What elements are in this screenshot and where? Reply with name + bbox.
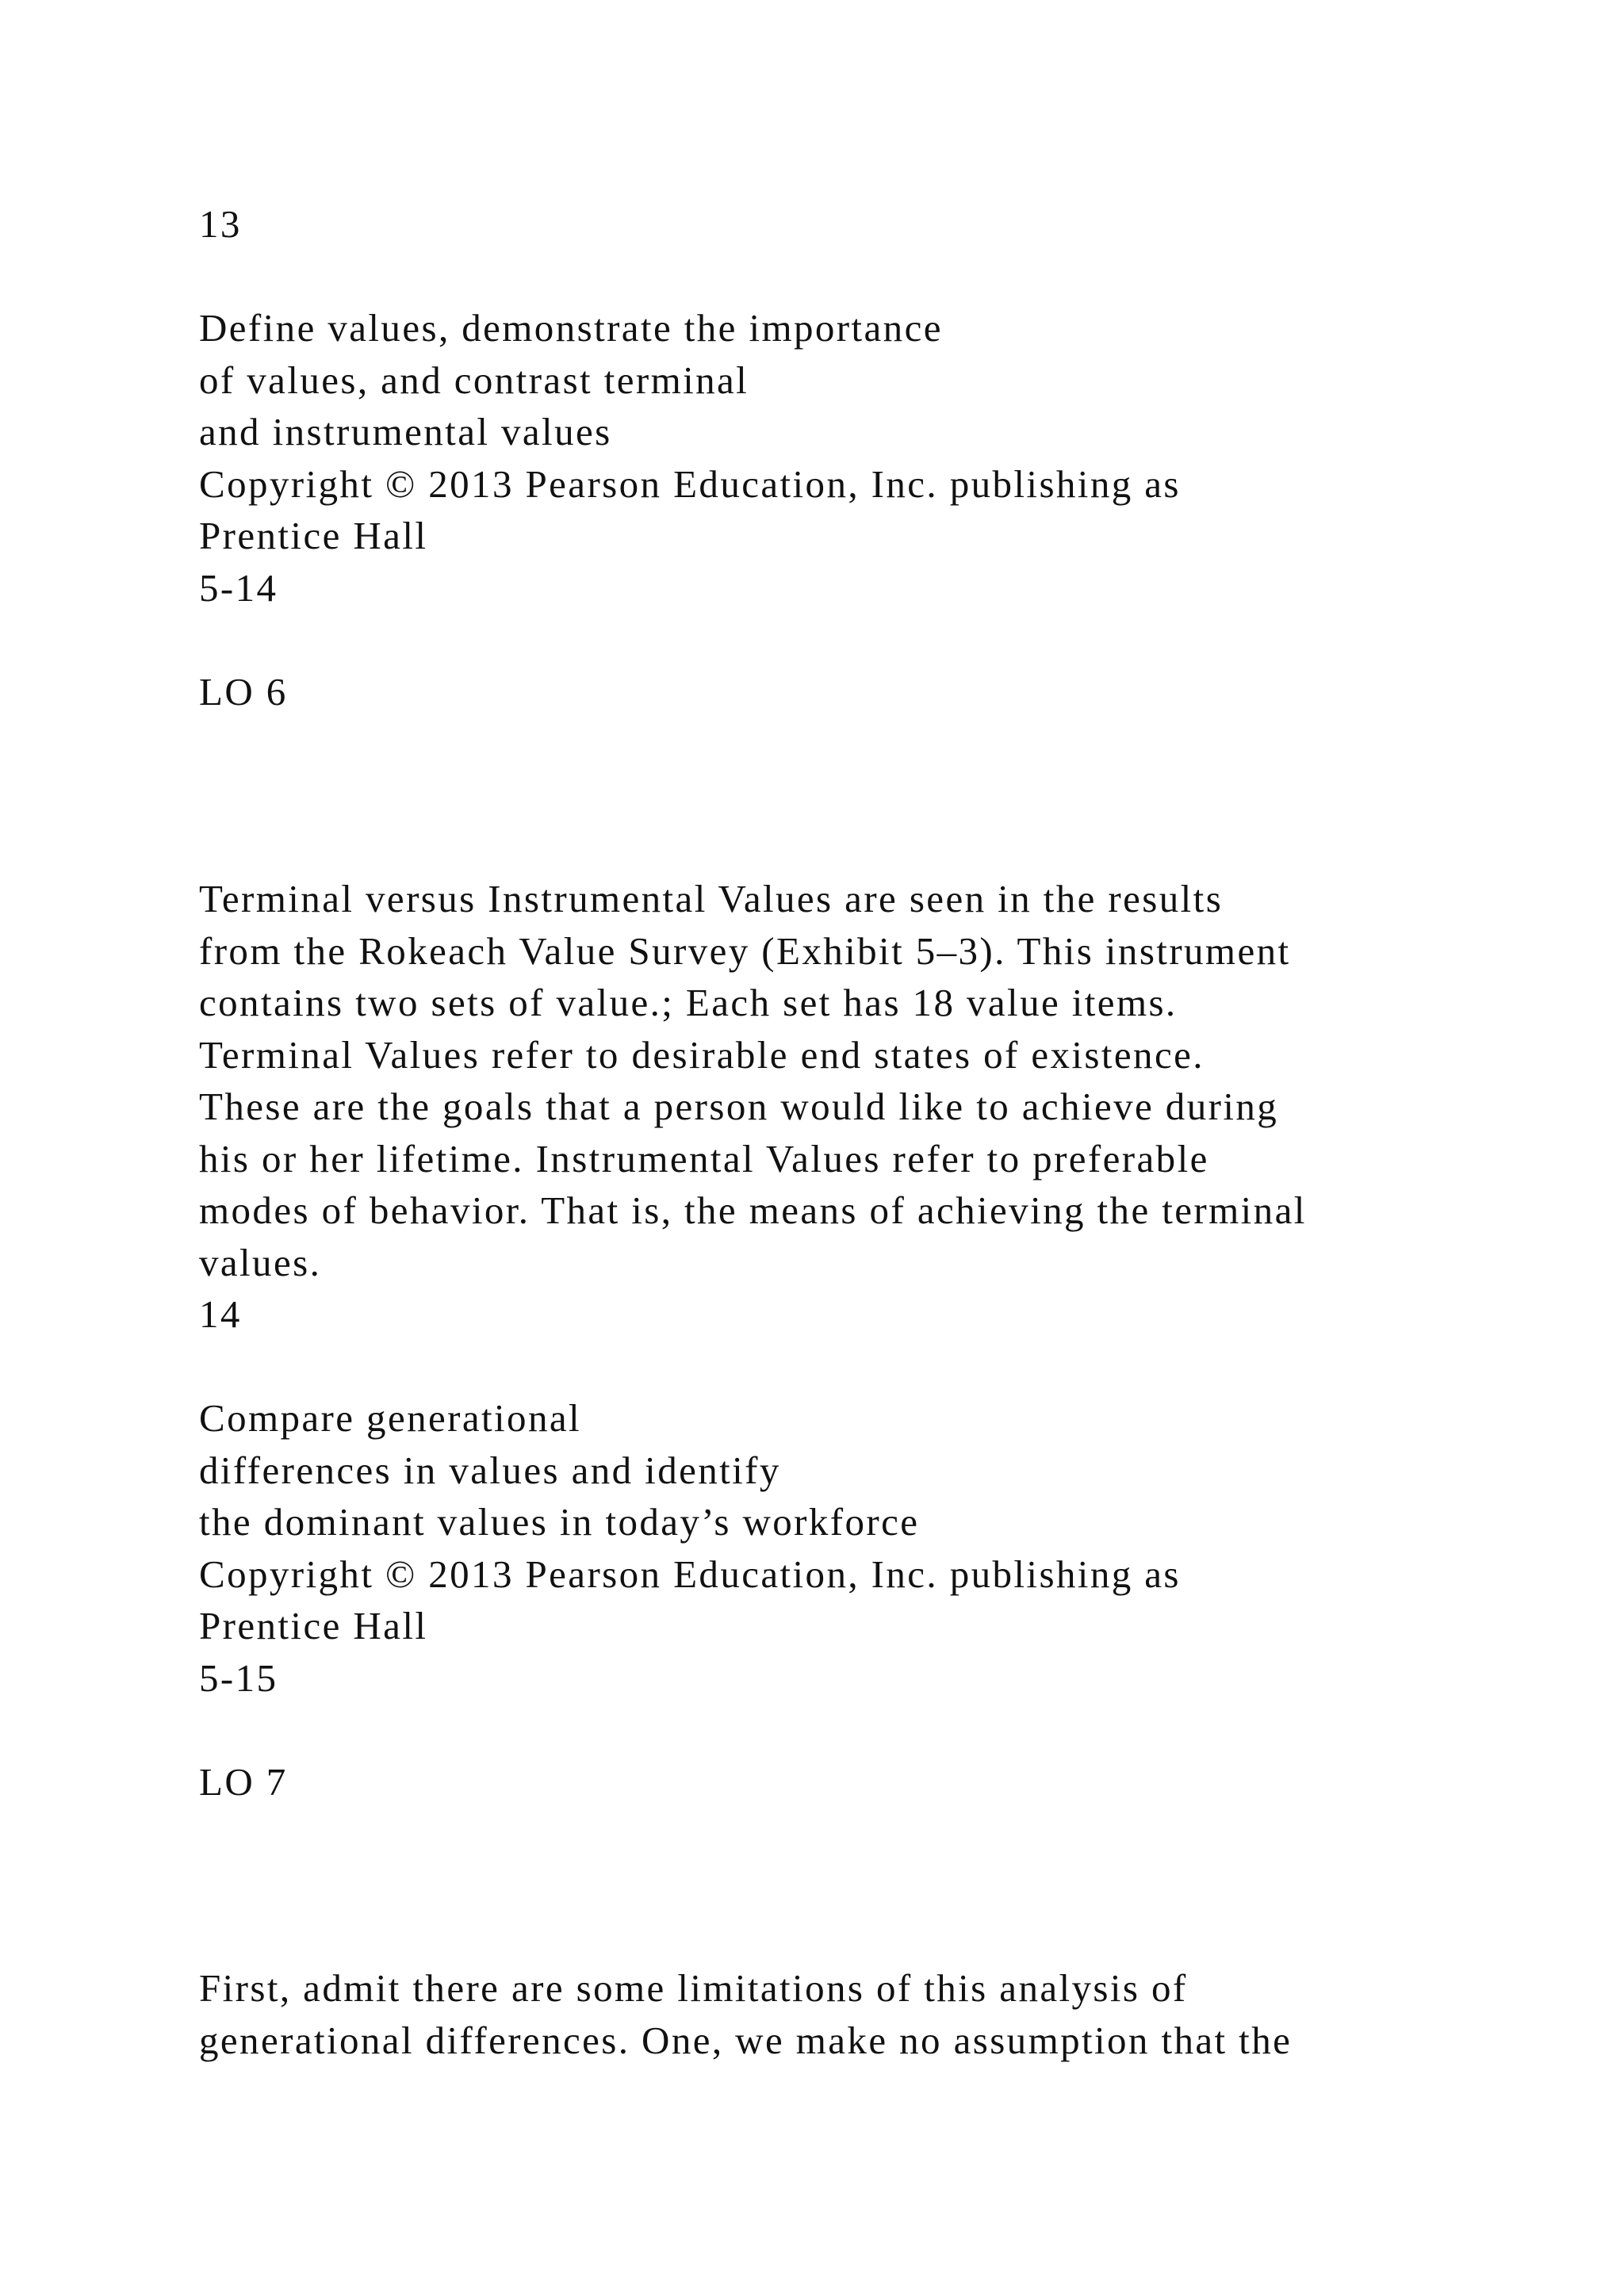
- text-line: 5-14: [199, 565, 278, 610]
- text-line: [199, 1341, 1500, 1393]
- text-line: Prentice Hall: [199, 514, 428, 557]
- text-line: contains two sets of value.; Each set has 18 value items.: [199, 981, 1178, 1024]
- text-line: generational differences. One, we make no assumption that the: [199, 2018, 1293, 2062]
- text-line: Compare generational: [199, 1396, 582, 1440]
- text-block-terminal-instrumental: [199, 873, 1500, 1808]
- text-line: modes of behavior. That is, the means of achieving the terminal: [199, 1188, 1307, 1232]
- text-line: from the Rokeach Value Survey (Exhibit 5–3). This instrument: [199, 928, 1291, 973]
- text-line: Prentice Hall: [199, 1604, 428, 1647]
- text-line: LO 6: [199, 669, 288, 714]
- text-line: LO 7: [199, 1759, 288, 1804]
- text-line: the dominant values in today’s workforce: [199, 1500, 920, 1544]
- text-line: Define values, demonstrate the importance: [199, 306, 943, 350]
- text-line: his or her lifetime. Instrumental Values refer to preferable: [199, 1136, 1209, 1181]
- text-line: These are the goals that a person would like to achieve during: [199, 1085, 1279, 1128]
- text-line: 14: [199, 1292, 242, 1336]
- text-line: differences in values and identify: [199, 1448, 781, 1492]
- text-line: of values, and contrast terminal: [199, 358, 749, 402]
- text-line: values.: [199, 1240, 322, 1284]
- text-line: 13: [199, 202, 242, 246]
- text-line: [199, 614, 1500, 666]
- text-line: Copyright © 2013 Pearson Education, Inc. publishing as: [199, 461, 1181, 506]
- text-line: [199, 251, 1500, 303]
- text-line: and instrumental values: [199, 410, 612, 453]
- text-line: Copyright © 2013 Pearson Education, Inc. publishing as: [199, 1552, 1181, 1596]
- text-line: Terminal versus Instrumental Values are seen in the results: [199, 877, 1224, 920]
- text-line: 5-15: [199, 1655, 278, 1700]
- text-line: [199, 1704, 1500, 1756]
- text-line: First, admit there are some limitations of this analysis of: [199, 1966, 1188, 2010]
- text-line: Terminal Values refer to desirable end states of existence.: [199, 1032, 1205, 1077]
- text-block-lo6: [199, 198, 1500, 718]
- text-block-generational-differences: [199, 1962, 1500, 2066]
